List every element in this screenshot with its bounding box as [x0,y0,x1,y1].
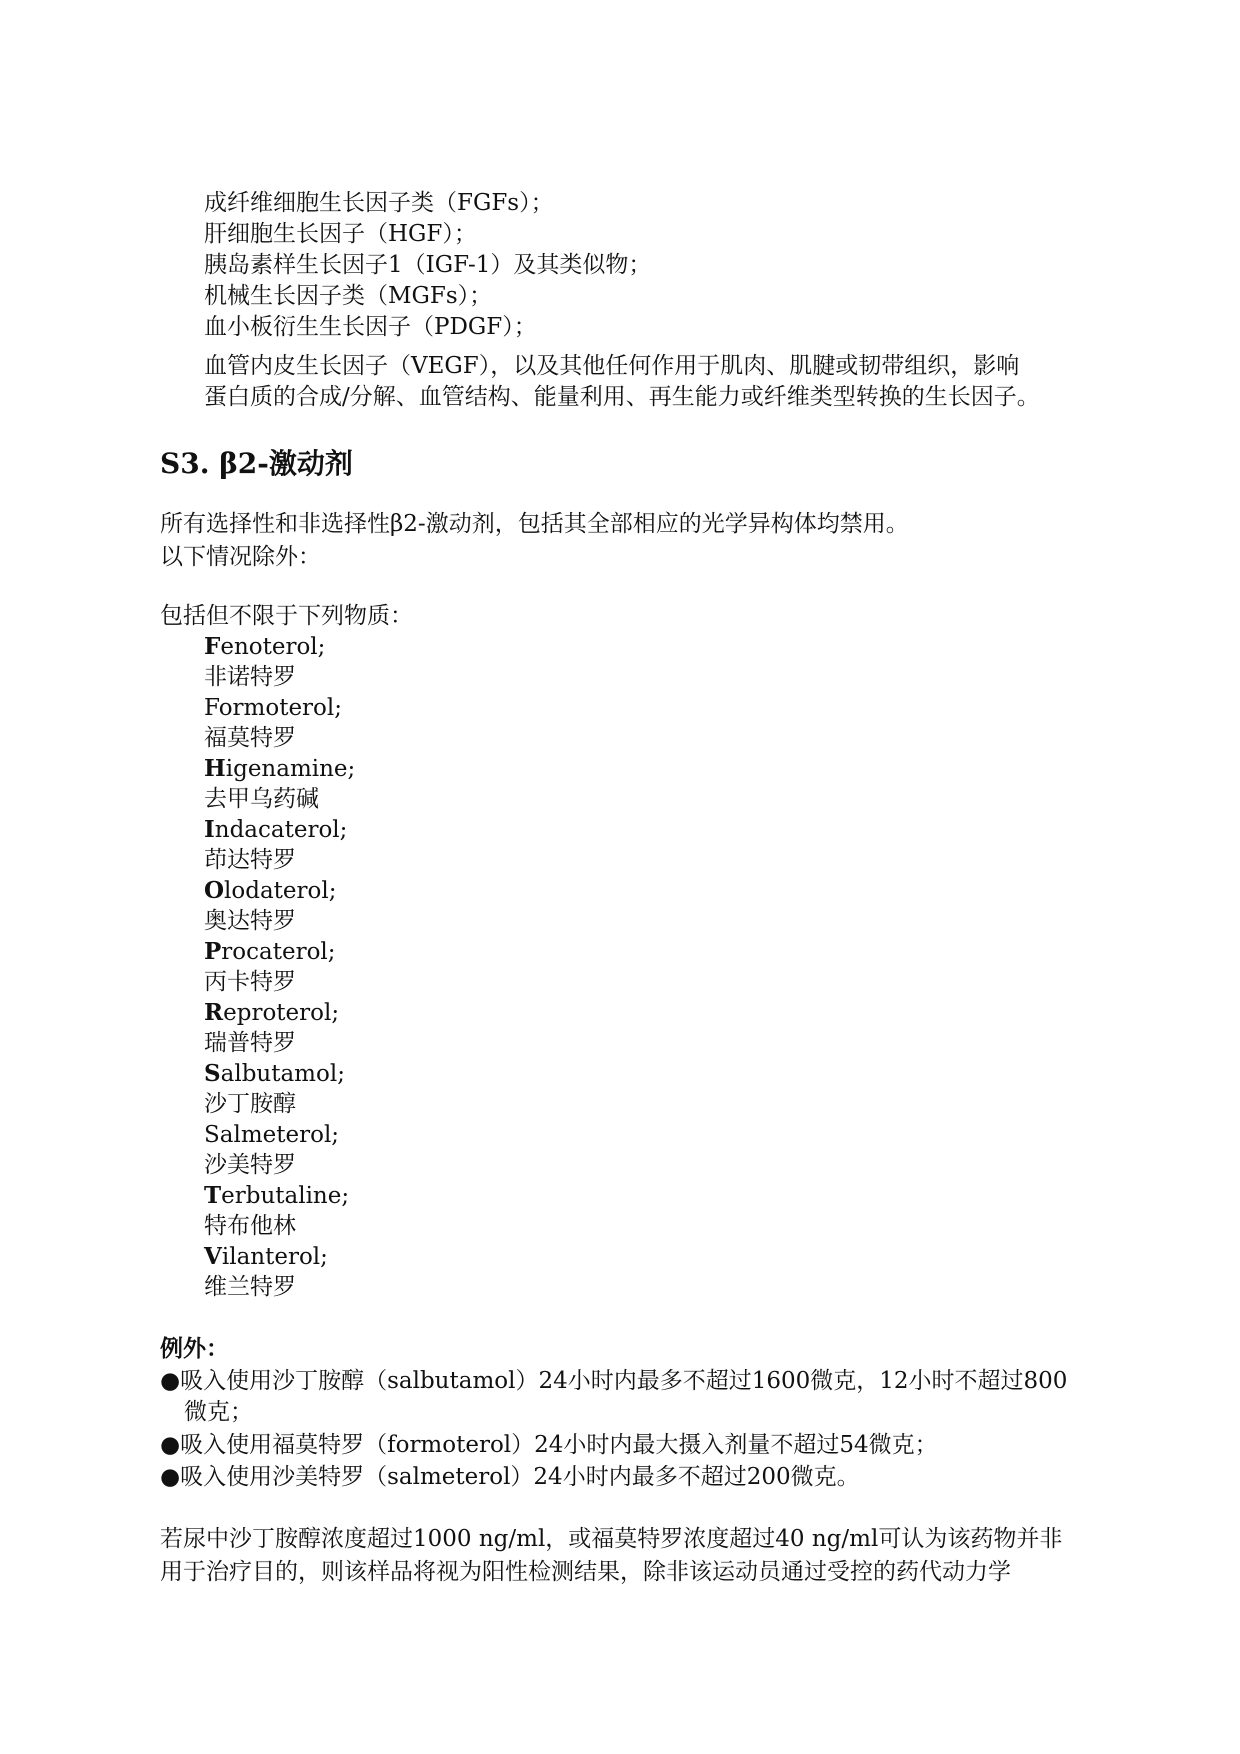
substance-item: 沙美特罗 [204,1152,296,1178]
closing-paragraph-line: 用于治疗目的，则该样品将视为阳性检测结果，除非该运动员通过受控的药代动力学 [160,1559,1011,1585]
substance-item: Salmeterol; [204,1122,340,1148]
bullet-icon: ● [160,1432,181,1458]
substance-item: Formoterol; [204,695,342,721]
exception-item: ●吸入使用沙美特罗（salmeterol）24小时内最多不超过200微克。 [160,1464,860,1490]
exceptions-label: 例外： [160,1335,229,1362]
section-intro: 所有选择性和非选择性β2-激动剂，包括其全部相应的光学异构体均禁用。 [160,511,909,537]
includes-label: 包括但不限于下列物质： [160,603,413,629]
exception-item: ●吸入使用沙丁胺醇（salbutamol）24小时内最多不超过1600微克，12小时不超过800 [160,1368,1068,1394]
growth-factor-item: 血小板衍生生长因子（PDGF）； [204,314,537,340]
substance-item: Salbutamol; [204,1060,345,1087]
substance-item: 茚达特罗 [204,847,296,873]
growth-factor-item: 蛋白质的合成/分解、血管结构、能量利用、再生能力或纤维类型转换的生长因子。 [204,384,1040,410]
growth-factor-item: 血管内皮生长因子（VEGF），以及其他任何作用于肌肉、肌腱或韧带组织，影响 [204,353,1020,379]
section-heading: S3. β2-激动剂 [160,447,353,480]
substance-item: Vilanterol; [204,1243,328,1270]
substance-item: 福莫特罗 [204,725,296,751]
exception-note: 以下情况除外： [160,544,321,570]
growth-factor-item: 机械生长因子类（MGFs）； [204,283,493,309]
bullet-icon: ● [160,1464,181,1490]
substance-item: 去甲乌药碱 [204,786,319,812]
substance-item: 特布他林 [204,1213,296,1239]
substance-item: Olodaterol; [204,877,337,904]
growth-factor-item: 成纤维细胞生长因子类（FGFs）； [204,190,554,216]
substance-item: Procaterol; [204,938,336,965]
substance-item: 非诺特罗 [204,664,296,690]
closing-paragraph-line: 若尿中沙丁胺醇浓度超过1000 ng/ml，或福莫特罗浓度超过40 ng/ml可认为该药物并非 [160,1526,1063,1552]
substance-item: 瑞普特罗 [204,1030,296,1056]
substance-item: 维兰特罗 [204,1274,296,1300]
growth-factor-item: 胰岛素样生长因子1（IGF-1）及其类似物； [204,252,652,278]
substance-item: Higenamine; [204,755,356,782]
bullet-icon: ● [160,1368,181,1394]
substance-item: Indacaterol; [204,816,348,843]
growth-factor-item: 肝细胞生长因子（HGF）； [204,221,477,247]
substance-item: Reproterol; [204,999,340,1026]
substance-item: 丙卡特罗 [204,969,296,995]
substance-item: 沙丁胺醇 [204,1091,296,1117]
exception-item: ●吸入使用福莫特罗（formoterol）24小时内最大摄入剂量不超过54微克； [160,1432,938,1458]
exception-item-continued: 微克； [184,1399,253,1425]
substance-item: Terbutaline; [204,1182,350,1209]
substance-item: Fenoterol; [204,633,326,660]
substance-item: 奥达特罗 [204,908,296,934]
